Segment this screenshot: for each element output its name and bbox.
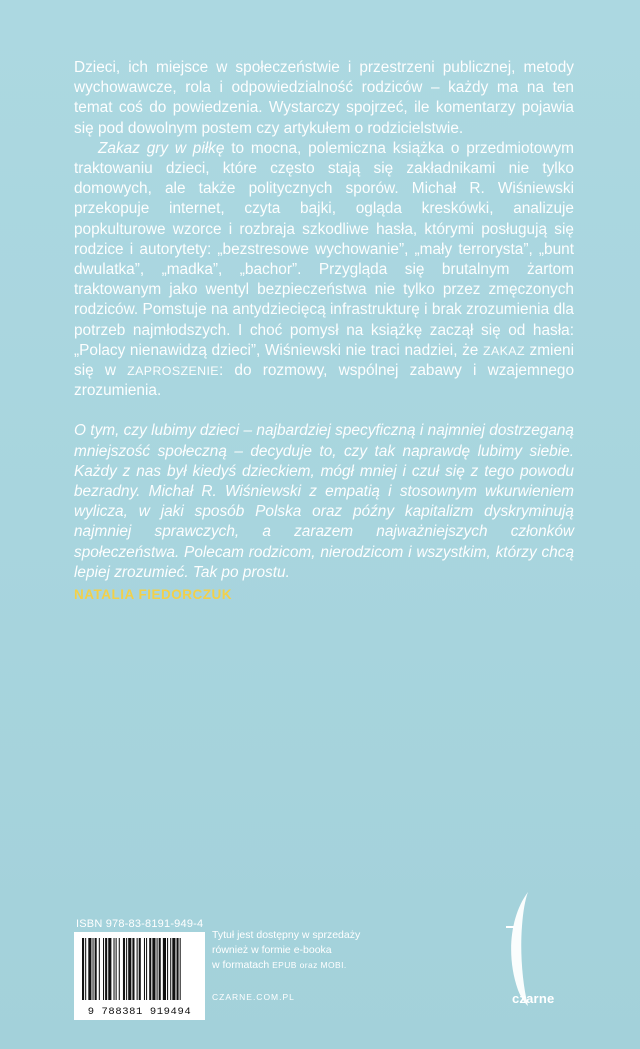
- paragraph-2-text-a: to mocna, polemiczna książka o przedmiotowym traktowaniu dzieci, które często stają się zakładnikami nie tylko domowych, ale także politycznych sporów. Michał R. Wiśniewski przekopuje internet, czyta bajki, ogląda kreskówki, analizuje popkulturowe wzorce i rozbraja szkodliwe hasła, którymi posługują się rodzice i autorytety: „bezstresowe wychowanie”, „mały terrorysta”, „bunt dwulatka”, „madka”, „bachor”. Przygląda się brutalnym żartom traktowanym jako wentyl bezpieczeństwa nie tylko przez zmęczonych rodziców. Pomstuje na antydziecięcą infrastrukturę i brak zrozumienia dla potrzeb najmłodszych. I choć pomysł na książkę zaczął się od hasła: „Polacy nienawidzą dzieci”, Wiśniewski nie traci nadziei, że: [74, 139, 574, 359]
- ebook-line-3: [212, 958, 412, 973]
- blurb-text: [74, 58, 574, 605]
- endorsement-quote: O tym, czy lubimy dzieci – najbardziej specyficzną i najmniej dostrzeganą mniejszość społeczną – decyduje to, czy tak naprawdę lubimy siebie. Każdy z nas był kiedyś dzieckiem, mógł mniej i czuł się z tego powodu bezradny. Michał R. Wiśniewski z empatią i stosownym wkurwieniem wylicza, w jaki sposób Polska oraz późny kapitalizm dyskryminują najmniej sprawczych, a zarazem najważniejszych członków społeczeństwa. Polecam rodzicom, nierodzicom i wszystkim, którzy chcą lepiej zrozumieć. Tak po prostu.: [74, 422, 574, 581]
- ebook-line-3-prefix: w formatach: [212, 959, 273, 971]
- blurb-paragraph-2: [74, 139, 574, 402]
- ebook-note: [212, 928, 412, 973]
- quote-author: NATALIA FIEDORCZUK: [74, 587, 232, 603]
- ebook-formats: EPUB oraz MOBI.: [272, 960, 347, 970]
- word-zakaz: ZAKAZ: [482, 343, 525, 358]
- blurb-paragraph-1: Dzieci, ich miejsce w społeczeństwie i przestrzeni publicznej, metody wychowawcze, rola i odpowiedzialność rodziców – każdy ma na ten temat coś do powiedzenia. Wystarczy spojrzeć, ile komentarzy pojawia się pod dowolnym postem czy artykułem o rodzicielstwie.: [74, 59, 574, 137]
- ebook-line-2: również w formie e-booka: [212, 944, 332, 956]
- word-zaproszenie: ZAPROSZENIE: [127, 364, 219, 379]
- barcode: [74, 932, 205, 1020]
- barcode-bars-icon: [74, 932, 205, 1006]
- publisher-logo-text: czarne: [512, 991, 555, 1006]
- publisher-website: CZARNE.COM.PL: [212, 992, 295, 1002]
- barcode-digits: 9 788381 919494: [87, 1006, 192, 1018]
- isbn-label: ISBN 978-83-8191-949-4: [76, 918, 204, 930]
- paragraph-2-text-b: zmieni się w: [74, 341, 575, 380]
- paragraph-2-text-c: : do rozmowy, wspólnej zabawy i wzajemnego zrozumienia.: [74, 362, 575, 400]
- book-title: Zakaz gry w piłkę: [98, 139, 225, 157]
- ebook-line-1: Tytuł jest dostępny w sprzedaży: [212, 929, 361, 941]
